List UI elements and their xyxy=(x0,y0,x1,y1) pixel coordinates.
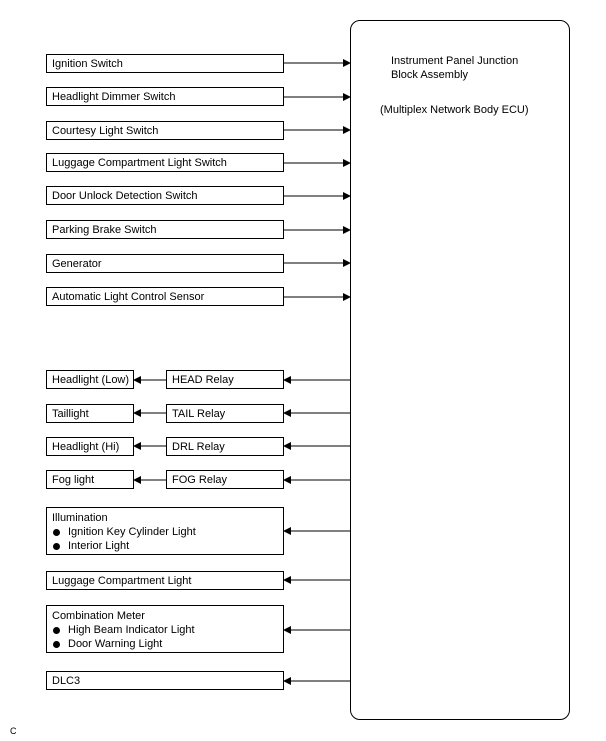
relay-head: HEAD Relay xyxy=(166,370,284,389)
ecu-subtitle: (Multiplex Network Body ECU) xyxy=(380,104,529,116)
input-door-unlock-switch: Door Unlock Detection Switch xyxy=(46,186,284,205)
input-light-control-sensor: Automatic Light Control Sensor xyxy=(46,287,284,306)
combination-meter-item: Door Warning Light xyxy=(52,637,283,651)
relay-drl: DRL Relay xyxy=(166,437,284,456)
load-headlight-hi: Headlight (Hi) xyxy=(46,437,134,456)
ecu-title-line2: Block Assembly xyxy=(391,69,469,81)
input-luggage-light-switch: Luggage Compartment Light Switch xyxy=(46,153,284,172)
load-headlight-low: Headlight (Low) xyxy=(46,370,134,389)
load-fog-light: Fog light xyxy=(46,470,134,489)
input-parking-brake-switch: Parking Brake Switch xyxy=(46,220,284,239)
load-taillight: Taillight xyxy=(46,404,134,423)
relay-fog: FOG Relay xyxy=(166,470,284,489)
input-headlight-dimmer-switch: Headlight Dimmer Switch xyxy=(46,87,284,106)
illumination-title: Illumination xyxy=(52,512,108,524)
input-courtesy-light-switch: Courtesy Light Switch xyxy=(46,121,284,140)
input-generator: Generator xyxy=(46,254,284,273)
combination-meter-item: High Beam Indicator Light xyxy=(52,623,283,637)
output-luggage-light: Luggage Compartment Light xyxy=(46,571,284,590)
ecu-title-line1: Instrument Panel Junction xyxy=(391,55,519,67)
input-ignition-switch: Ignition Switch xyxy=(46,54,284,73)
illumination-item: Ignition Key Cylinder Light xyxy=(52,525,283,539)
figure-corner-label: C xyxy=(10,726,17,736)
output-dlc3: DLC3 xyxy=(46,671,284,690)
relay-tail: TAIL Relay xyxy=(166,404,284,423)
illumination-item: Interior Light xyxy=(52,539,283,553)
combination-meter-title: Combination Meter xyxy=(52,610,145,622)
